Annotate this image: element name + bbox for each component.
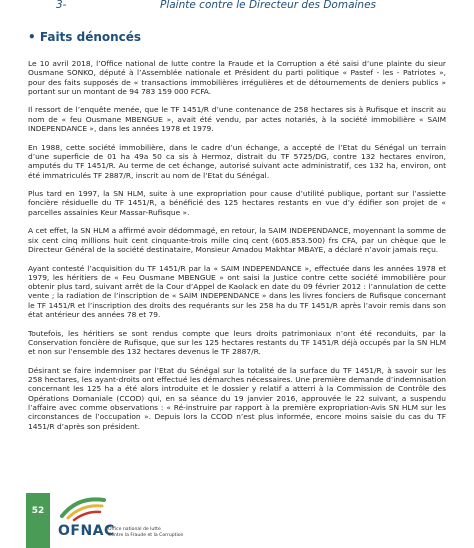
paragraph: Il ressort de l’enquête menée, que le TF 1451/R d’une contenance de 258 hectares sis à Rufisque et inscrit au nom de « feu Ousmane MBENGUE », avait été vendu, par actes notariés, à la société immobilière « SAIM INDEPENDANCE », dans les années 1978 et 1979.	[28, 105, 446, 134]
paragraph: A cet effet, la SN HLM a affirmé avoir dédommagé, en retour, la SAIM INDEPENDANCE, moyennant la somme de six cent cinq millions huit cent cinquante-trois mille cinq cent (605.853.500) frs CFA, par un chèque que le Directeur Général de la société destinataire, Monsieur Amadou Makhtar MBAYE, a déclaré n’avoir jamais reçu.	[28, 226, 446, 254]
paragraph: En 1988, cette société immobilière, dans le cadre d’un échange, a accepté de l’Etat du Sénégal un terrain d’une superficie de 01 ha 49a 50 ca sis à Hermoz, distrait du TF 5725/DG, contre 132 hectares environ, amputés du TF 1451/R. Au terme de cet échange, autorisé suivant acte administratif, ces 132 ha, environ, ont été immatriculés TF 2887/R, inscrit au nom de l’Etat du Sénégal.	[28, 142, 446, 180]
section-number: 3-	[56, 0, 67, 11]
page-number: 52	[31, 506, 45, 516]
page-number-tab	[26, 493, 50, 548]
paragraph: Désirant se faire indemniser par l’Etat du Sénégal sur la totalité de la surface du TF 1451/R, à savoir sur les 258 hectares, les ayant-droits ont effectué les démarches nécessaires. Une première demande d’indemnisation concernant les 125 ha a été alors introduite et le dossier y relatif a atterri à la Commission de Contrôle des Opérations Domaniale (CCOD) qui, en sa séance du 19 janvier 2016, approuvée le 22 suivant, a suspendu l’affaire avec comme observations : « Ré-instruire par rapport à la première expropriation-Avis SN HLM sur les circonstances de l’occupation ». Depuis lors la CCOD n’est plus informée, encore moins saisie du cas du TF 1451/R d’après son président.	[28, 365, 446, 431]
paragraph: Plus tard en 1997, la SN HLM, suite à une expropriation pour cause d’utilité publique, portant sur l’assiette foncière résiduelle du TF 1451/R, a bénéficié des 125 hectares restants en vue d’y édifier son projet de « parcelles assainies Keur Massar-Rufisque ».	[28, 189, 446, 217]
paragraph: Toutefois, les héritiers se sont rendus compte que leurs droits patrimoniaux n’ont été reconduits, par la Conservation foncière de Rufisque, que sur les 125 hectares restants du TF 1451/R déjà occupés par la SN HLM et non sur l’ensemble des 132 hectares devenus le TF 2887/R.	[28, 328, 446, 357]
header-title: Plainte contre le Directeur des Domaines	[160, 0, 377, 11]
org-name-line1: Office national de lutte	[108, 527, 161, 532]
paragraph: Ayant contesté l’acquisition du TF 1451/R par la « SAIM INDEPENDANCE », effectuée dans les années 1978 et 1979, les héritiers de « Feu Ousmane MBENGUE » ont saisi la Justice contre cette société immobilière pour obtenir plus tard, suivant arrêt de la Cour d’Appel de Kaolack en date du 09 février 2012 : l’annulation de cette vente ; la radiation de l’inscription de « SAIM INDEPENDANCE » dans les livres fonciers de Rufisque concernant le TF 1451/R et l’inscription des droits des requérants sur les 258 ha du TF 1451/R après l’avoir remis dans son état antérieur des années 78 et 79.	[28, 263, 446, 320]
document-body	[28, 59, 446, 440]
section-title: • Faits dénoncés	[28, 30, 142, 44]
org-name-line2: Contre la Fraude et la Corruption	[108, 533, 184, 538]
logo-text: OFNAC	[58, 523, 115, 539]
paragraph: Le 10 avril 2018, l’Office national de lutte contre la Fraude et la Corruption a été saisi d’une plainte du sieur Ousmane SONKO, député à l’Assemblée nationale et Président du parti politique « Pastef - les - Patriotes », pour des faits supposés de « transactions immobilières irrégulières et de détournements de deniers publics » portant sur un montant de 94 783 159 000 FCFA.	[28, 59, 446, 96]
page-header	[0, 0, 474, 14]
